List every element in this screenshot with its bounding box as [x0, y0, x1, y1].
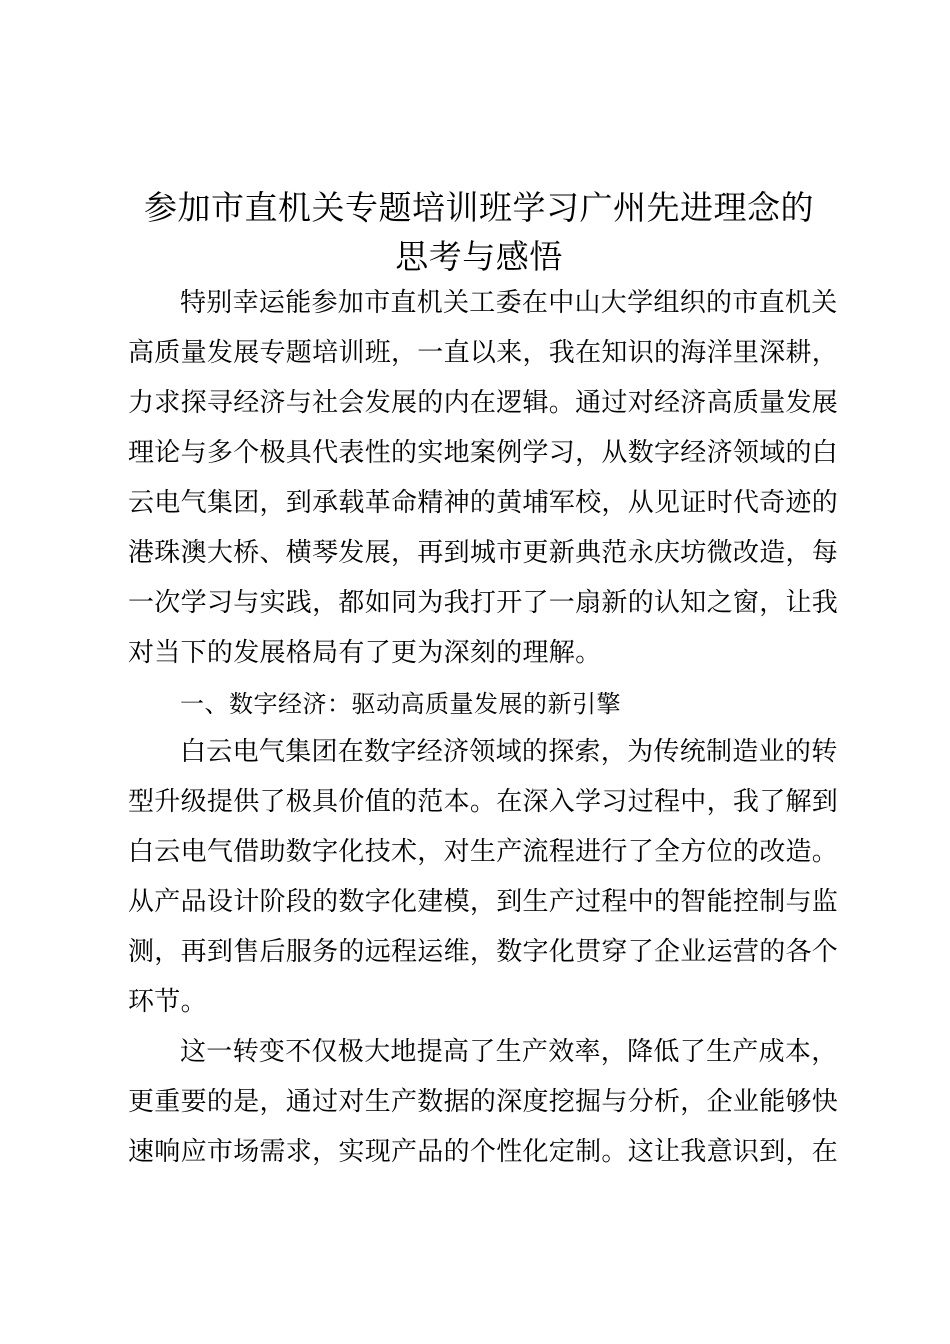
paragraph-1-line: 一次学习与实践，都如同为我打开了一扇新的认知之窗，让我: [128, 588, 839, 618]
paragraph-1-line: 云电气集团，到承载革命精神的黄埔军校，从见证时代奇迹的: [128, 488, 839, 518]
paragraph-1-line: 港珠澳大桥、横琴发展，再到城市更新典范永庆坊微改造，每: [128, 538, 839, 568]
paragraph-2-line: 环节。: [128, 987, 207, 1017]
paragraph-3-line: 更重要的是，通过对生产数据的深度挖掘与分析，企业能够快: [128, 1087, 839, 1117]
paragraph-3-line: 速响应市场需求，实现产品的个性化定制。这让我意识到，在: [128, 1137, 839, 1167]
document-title-line-1: 参加市直机关专题培训班学习广州先进理念的: [144, 188, 814, 227]
paragraph-1-line: 力求探寻经济与社会发展的内在逻辑。通过对经济高质量发展: [128, 388, 839, 418]
paragraph-1-line: 理论与多个极具代表性的实地案例学习，从数字经济领域的白: [128, 438, 839, 468]
paragraph-2-line: 测，再到售后服务的远程运维，数字化贯穿了企业运营的各个: [128, 937, 839, 967]
paragraph-2-line: 型升级提供了极具价值的范本。在深入学习过程中，我了解到: [128, 787, 839, 817]
paragraph-3-line: 这一转变不仅极大地提高了生产效率，降低了生产成本，: [180, 1037, 838, 1067]
paragraph-1-line: 特别幸运能参加市直机关工委在中山大学组织的市直机关: [180, 288, 838, 318]
document-title-line-2: 思考与感悟: [395, 237, 563, 276]
paragraph-2-line: 从产品设计阶段的数字化建模，到生产过程中的智能控制与监: [128, 887, 839, 917]
paragraph-1-line: 高质量发展专题培训班，一直以来，我在知识的海洋里深耕，: [128, 338, 839, 368]
paragraph-1-line: 对当下的发展格局有了更为深刻的理解。: [128, 638, 602, 668]
paragraph-2-line: 白云电气集团在数字经济领域的探索，为传统制造业的转: [180, 737, 838, 767]
paragraph-2-line: 白云电气借助数字化技术，对生产流程进行了全方位的改造。: [128, 837, 839, 867]
section-heading: 一、数字经济：驱动高质量发展的新引擎: [180, 690, 621, 718]
